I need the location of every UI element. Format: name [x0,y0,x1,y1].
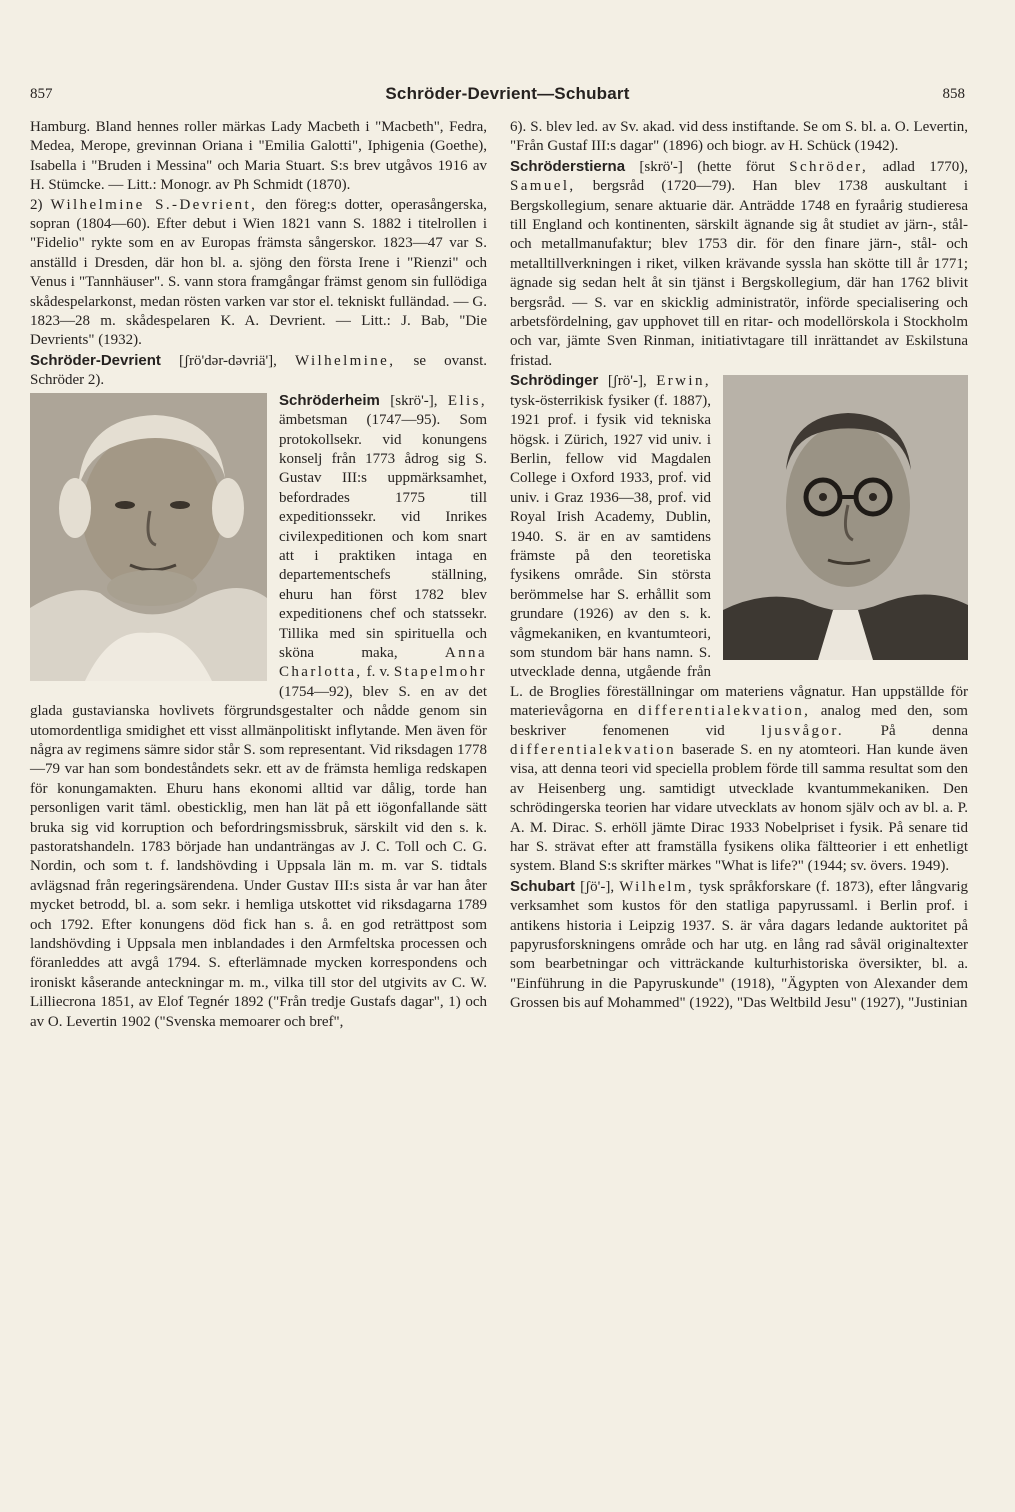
running-title: Schröder-Devrient—Schubart [385,84,630,103]
entry-schroder-devrient: Schröder-Devrient [ʃrö'dər-dəvriä'], Wilhelmine, se ovanst. Schröder 2). [30,351,487,389]
left-column [30,118,487,1032]
person-name: Erwin, [656,373,712,390]
spouse-name: Anna Charlotta, [279,644,488,681]
entry-schroderheim: Schröderheim [skrö'-], Elis, ämbetsman (1747—95). Som protokollsekr. vid konungens konselj från 1773 ådrog sig S. Gustav III:s uppmärksamhet, befordrades 1775 till expeditionssekr. vid Inrikes civilexpeditionen och kom snart att i praktiken intaga en departementschefs ställning, ehuru han först 1782 blev expeditionens chef och statssekr. Tillika med sin spirituella och sköna maka, Anna Charlotta, f. v. Stapelmohr (1754—92), blev S. en av det glada gustavianska hovlivets förgrundsgestalter och nådde genom sin utomordentliga smidighet ett visst allmänpolitiskt inflytande. Men även för några av regimens sämre sidor står S. som representant. Vid riksdagen 1778—79 var han som bondeståndets sekr. ett av de främsta hemliga redskapen för konungamakten. Ehuru hans ekonomi alltid var dålig, torde han personligen varit täml. obesticklig, men han lät på ett iögonfallande sätt bruka sig vid korruption och befordringsmissbruk, särskilt vid den s. k. pastoratshandeln. 1783 började han undanträngas av J. C. Toll och C. G. Nordin, och som t. f. landshövding i Uppsala län m. m. var S. tidtals avlägsnad från regeringsärendena. Under Gustav III:s sista år var han åter mycket betrodd, bl. a. som sekr. i hemliga utskottet vid riksdagarna 1789 och 1792. Efter konungens död fick han s. å. en god reträttpost som landshövding i Uppsala men inblandades i den Armfeltska processen och föranleddes att avgå 1794. S. efterlämnade mycken korrespondens och ironiskt kåserande anteckningar m. m., vilka till stor del utgivits av C. W. Lilliecrona 1851, av Elof Tegnér 1892 ("Från tredje Gustafs dagar", 1) och av O. Levertin 1902 ("Svenska memoarer och bref", [30,391,488,1030]
headword: Schröderstierna [510,157,626,175]
term: differentialekvation [510,742,677,758]
page-number-right: 858 [942,86,965,102]
person-name: Samuel, [510,178,576,195]
entry-schubart: Schubart [ʃö'-], Wilhelm, tysk språkforskare (f. 1873), efter långvarig verksamhet som kustos för den statliga papyrussaml. i Berlin prof. i antikens historia i Leipzig 1937. S. är våra dagars ledande auktoritet på papyrusforskningens område och har utg. en lång rad såväl originaltexter som bearbetningar och vitträckande kulturhistoriska översikter, bl. a. "Einführung in die Papyruskunde" (1918), "Ägypten von Alexander dem Grossen bis auf Mohammed" (1922), "Das Weltbild Jesu" (1927), "Justinian [510,877,969,1012]
original-name: Schröder, [789,158,869,175]
right-column [510,118,968,1014]
portrait-schroderheim-photo [30,393,267,681]
entry-schroderstierna: Schröderstierna [skrö'-] (hette förut Schröder, adlad 1770), Samuel, bergsråd (1720—79). Han blev 1738 auskultant i Bergskollegium, senare aktuarie där. Anträdde 1748 en fyraårig studieresa till England och kontinenten, särskilt ägnande sig åt studiet av järn-, stål- och metallmanufaktur; blev 1753 dir. för den finare järn-, stål- och metalltillverkningen i riket, vilken krävande syssla han skötte till år 1771; ägnade sig sedan helt åt sin tjänst i Bergskollegium, där han 1762 blivit bergsråd. — S. var en skicklig administratör, införde specialisering och arbetsfördelning, gav upphovet till en ritar- och modellörskola i Stockholm och var, jämte Sven Rinman, initiativtagare till inrättandet av Eskilstuna fristad. [510,157,968,369]
spouse-family-name: Stapelmohr [393,664,487,681]
term: differentialekvation, [638,703,811,720]
headword: Schubart [510,877,576,895]
person-name: Wilhelmine S.-Devrient, [50,196,258,213]
person-name: Elis, [447,392,487,409]
headword: Schrödinger [510,372,599,390]
entry-wilhelmine: 2) Wilhelmine S.-Devrient, den föreg:s dotter, operasångerska, sopran (1804—60). Efter debut i Wien 1821 vann S. 1882 i titelrollen i "Fidelio" rykte som en av Europas främsta sångerskor. 1823—47 var S. anställd i Dresden, där hon bl. a. sjöng den första Irene i "Rienzi" och Venus i "Tannhäuser". S. vann stora framgångar främst genom sin fullödiga skådespelarkonst, medan rösten varken var stor el. tekniskt fulländad. — G. 1823—28 m. skådespelaren K. A. Devrient. — Litt.: J. Bab, "Die Devrients" (1932). [30,196,488,349]
person-name: Wilhelmine, [295,352,396,369]
portrait-schrodinger-photo [723,375,968,660]
entry-continuation: 6). S. blev led. av Sv. akad. vid dess instiftande. Se om S. bl. a. O. Levertin, "Från Gustaf III:s dagar" (1896) och biogr. av H. Schück (1942). [510,119,968,155]
headword: Schröderheim [279,391,380,409]
entry-continuation: Hamburg. Bland hennes roller märkas Lady Macbeth i "Macbeth", Fedra, Medea, Merope, grevinnan Oriana i "Emilia Galotti", Iphigenia (Goethe), Isabella i "Bruden i Messina" och Maria Stuart. S:s brev utgåvos 1916 av H. Stümcke. — Litt.: Monogr. av Ph Schmidt (1870). [30,119,487,194]
person-name: Wilhelm, [619,878,695,895]
page-number-left: 857 [30,86,53,102]
term: ljusvågor. [761,722,845,739]
headword: Schröder-Devrient [30,351,161,369]
entry-schrodinger: Schrödinger [ʃrö'-], Erwin, tysk-österrikisk fysiker (f. 1887), 1921 prof. i fysik vid tekniska högsk. i Zürich, 1927 vid univ. i Berlin, fellow vid Magdalen College i Oxford 1933, prof. vid univ. i Graz 1936—38, prof. vid Royal Irish Academy, Dublin, 1940. S. är en av samtidens främste på den teoretiska fysikens område. Sin största berömmelse har S. erhållit som grundare (1926) av den s. k. vågmekaniken, en kvantumteori, som stundom bär hans namn. S. utvecklade denna, utgående från L. de Broglies föreställningar om materiens vågnatur. Han uppställde för materievågorna en differentialekvation, analog med den, som beskriver fenomenen vid ljusvågor. På denna differentialekvation baserade S. en ny atomteori. Han kunde även visa, att denna teori vid speciella problem förde till samma resultat som den av Heisenberg ung. samtidigt utvecklade kvantummekaniken. Den schrödingerska teorien har vidare utvecklats av honom själv och av bl. a. P. A. M. Dirac. S. erhöll jämte Dirac 1933 Nobelpriset i fysik. På senare tid har S. strävat efter att framställa fysikens olika fältteorier i ett enhetligt system. Bland S:s skrifter märkes "What is life?" (1944; sv. övers. 1949). [510,372,968,875]
